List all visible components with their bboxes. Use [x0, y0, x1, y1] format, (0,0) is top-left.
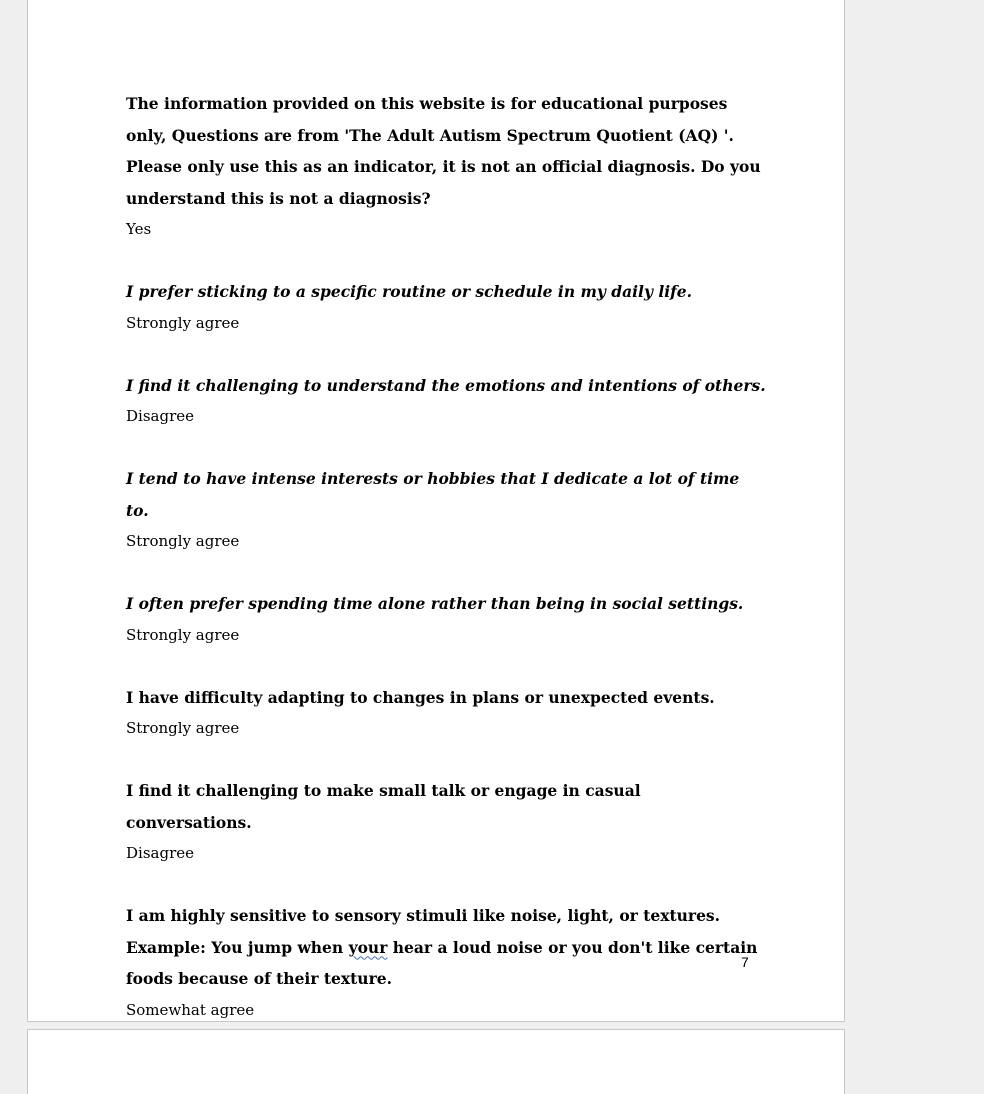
answer-text: Strongly agree [126, 532, 240, 550]
answer-text: Strongly agree [126, 625, 240, 644]
question-text: I find it challenging to make small talk or engage in casual conversations. [126, 781, 641, 832]
next-document-page [27, 1029, 845, 1094]
question-text: I tend to have intense interests or hobbies that I dedicate a lot of time to. [126, 469, 740, 520]
question-text: I often prefer spending time alone rather than being in social settings. [126, 594, 744, 613]
question-block [126, 276, 766, 339]
question-text-prefix: I am highly sensitive to sensory stimuli like noise, light, or textures. Example: You jump when [126, 906, 721, 957]
spellcheck-flagged-word[interactable]: your [348, 937, 388, 957]
answer-text: Strongly agree [126, 719, 240, 737]
page-number: 7 [741, 954, 749, 970]
question-block [126, 588, 766, 651]
answer-text: Disagree [126, 844, 194, 862]
answer-text: Strongly agree [126, 313, 240, 332]
answer-text: Somewhat agree [126, 1000, 255, 1019]
answer-text: Disagree [126, 407, 194, 425]
question-text: I have difficulty adapting to changes in plans or unexpected events. [126, 687, 715, 707]
question-block [126, 463, 766, 557]
question-block [126, 682, 766, 745]
disclaimer-answer: Yes [126, 220, 152, 238]
page-content [126, 88, 766, 1057]
question-text-suffix: hear a loud noise or you don't like certain foods because of their texture. [126, 937, 758, 988]
document-page [27, 0, 845, 1022]
question-block [126, 775, 766, 869]
question-text: I prefer sticking to a specific routine or schedule in my daily life. [126, 282, 693, 301]
question-text: I find it challenging to understand the emotions and intentions of others. [126, 375, 766, 395]
disclaimer-question: The information provided on this website is for educational purposes only, Questions are from 'The Adult Autism Spectrum Quotient (AQ) '. Please only use this as an indicator, it is not an official diagnosis. Do you understand this is not a diagnosis? [126, 94, 761, 208]
question-block [126, 900, 766, 1026]
question-text [126, 900, 766, 995]
question-block [126, 370, 766, 433]
disclaimer-block [126, 88, 766, 245]
